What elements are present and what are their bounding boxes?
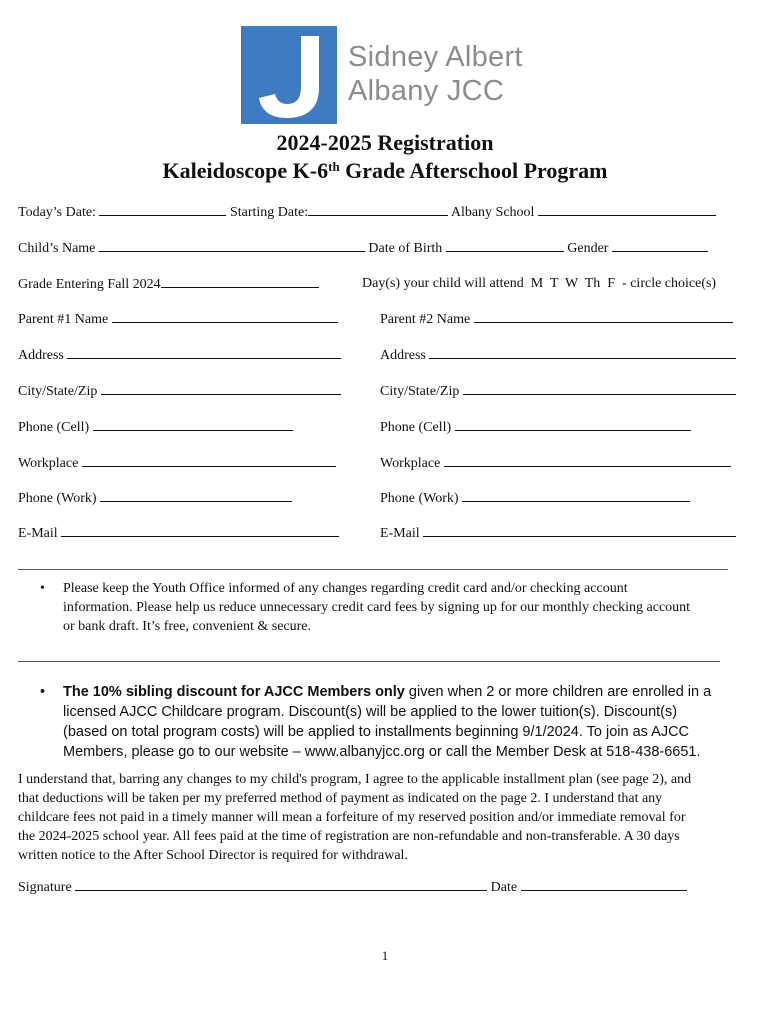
childs-name-label: Child’s Name — [18, 241, 96, 256]
jcc-logo-mark — [241, 26, 337, 124]
parent1-address-field[interactable] — [67, 346, 341, 359]
grade-row — [18, 275, 319, 294]
agreement-line-2: that deductions will be taken per my preferred method of payment as indicated on the page 2. I understand that any — [18, 791, 663, 806]
sibling-discount-notice — [0, 683, 770, 763]
parent2-address-field[interactable] — [429, 346, 736, 359]
sibling-notice-line-1 — [63, 683, 711, 702]
signature-date-label: Date — [490, 880, 518, 895]
parent2-address-label: Address — [380, 348, 426, 363]
parent1-email-label: E-Mail — [18, 526, 58, 541]
credit-card-notice — [0, 579, 770, 639]
parent2-city-label: City/State/Zip — [380, 384, 460, 399]
parent1-name-row — [18, 310, 338, 329]
grade-entering-field[interactable] — [161, 275, 319, 288]
subtitle-part-2: Grade Afterschool Program — [339, 158, 608, 183]
parent1-city-row — [18, 382, 341, 401]
parent2-email-field[interactable] — [423, 524, 736, 537]
sibling-notice-line-2: licensed AJCC Childcare program. Discount(s) will be applied to the lower tuition(s). Discount(s) — [63, 704, 678, 720]
logo-line-1: Sidney Albert — [348, 41, 523, 73]
section-divider — [18, 569, 728, 570]
parent2-workphone-field[interactable] — [462, 489, 690, 502]
circle-choice-label: - circle choice(s) — [622, 276, 717, 291]
page-number: 1 — [381, 948, 389, 963]
albany-school-label: Albany School — [450, 205, 535, 220]
sibling-discount-heading: The 10% sibling discount for AJCC Members only — [63, 684, 405, 700]
parent1-email-field[interactable] — [61, 524, 339, 537]
parent2-address-row — [380, 346, 736, 365]
credit-notice-line-3: or bank draft. It’s free, convenient & secure. — [63, 619, 312, 634]
starting-date-field[interactable] — [308, 203, 448, 216]
logo-line-2: Albany JCC — [348, 75, 505, 107]
date-of-birth-field[interactable] — [446, 239, 564, 252]
starting-date-label: Starting Date: — [229, 205, 309, 220]
agreement-paragraph — [18, 770, 758, 865]
signature-field[interactable] — [75, 878, 487, 891]
parent2-workplace-label: Workplace — [380, 456, 441, 471]
child-name-row — [18, 239, 708, 258]
credit-notice-line-2: information. Please help us reduce unnecessary credit card fees by signing up for our monthly checking account — [63, 600, 691, 615]
parent1-city-field[interactable] — [101, 382, 341, 395]
gender-label: Gender — [567, 241, 609, 256]
parent2-workphone-row — [380, 489, 690, 508]
agreement-line-3: childcare fees not paid in a timely manner will mean a forfeiture of my reserved position and/or immediate removal for — [18, 810, 686, 825]
parent1-workplace-field[interactable] — [82, 454, 336, 467]
parent1-workphone-label: Phone (Work) — [18, 491, 97, 506]
parent1-workphone-row — [18, 489, 292, 508]
parent1-address-row — [18, 346, 341, 365]
section-divider — [18, 661, 720, 662]
j-letter-icon — [241, 26, 337, 124]
parent2-city-row — [380, 382, 736, 401]
signature-date-field[interactable] — [521, 878, 687, 891]
parent1-cell-field[interactable] — [93, 418, 293, 431]
parent1-address-label: Address — [18, 348, 64, 363]
parent2-email-label: E-Mail — [380, 526, 420, 541]
parent1-email-row — [18, 524, 339, 543]
todays-date-field[interactable] — [99, 203, 226, 216]
days-attend-label: Day(s) your child will attend — [362, 276, 524, 291]
logo-wordmark — [348, 40, 523, 108]
signature-row — [18, 878, 687, 897]
parent1-workphone-field[interactable] — [100, 489, 292, 502]
parent1-cell-label: Phone (Cell) — [18, 420, 90, 435]
parent2-name-row — [380, 310, 733, 329]
credit-notice-line-1: Please keep the Youth Office informed of any changes regarding credit card and/or checking account — [63, 581, 628, 596]
parent1-cell-row — [18, 418, 293, 437]
page-subtitle — [0, 157, 770, 185]
days-choices[interactable]: M T W Th F — [530, 276, 616, 291]
agreement-line-5: written notice to the After School Director is required for withdrawal. — [18, 848, 408, 863]
parent2-cell-label: Phone (Cell) — [380, 420, 452, 435]
parent2-city-field[interactable] — [463, 382, 736, 395]
parent2-workplace-field[interactable] — [444, 454, 731, 467]
todays-date-label: Today’s Date: — [18, 205, 96, 220]
sibling-notice-line-4: Members, please go to our website – www.albanyjcc.org or call the Member Desk at 518-438-6651. — [63, 744, 701, 760]
gender-field[interactable] — [612, 239, 708, 252]
sibling-notice-line-3: (based on total program costs) will be applied to installments beginning 9/1/2024. To join as AJCC — [63, 724, 690, 740]
albany-school-field[interactable] — [538, 203, 716, 216]
date-of-birth-label: Date of Birth — [368, 241, 443, 256]
subtitle-superscript: th — [328, 159, 340, 174]
agreement-line-4: the 2024-2025 school year. All fees paid at the time of registration are non-refundable and non-transferable. A 30 days — [18, 829, 680, 844]
parent2-workplace-row — [380, 454, 731, 473]
parent1-city-label: City/State/Zip — [18, 384, 98, 399]
parent1-name-label: Parent #1 Name — [18, 312, 109, 327]
subtitle-part-1: Kaleidoscope K-6 — [162, 158, 329, 183]
parent1-workplace-label: Workplace — [18, 456, 79, 471]
parent2-workphone-label: Phone (Work) — [380, 491, 459, 506]
sibling-notice-line-1-rest: given when 2 or more children are enrolled in a — [404, 684, 712, 700]
bullet-icon: • — [40, 684, 46, 700]
parent2-email-row — [380, 524, 736, 543]
childs-name-field[interactable] — [99, 239, 365, 252]
parent2-name-label: Parent #2 Name — [380, 312, 471, 327]
parent2-name-field[interactable] — [474, 310, 733, 323]
todays-date-row — [18, 203, 716, 222]
signature-label: Signature — [18, 880, 72, 895]
parent2-cell-row — [380, 418, 691, 437]
parent1-name-field[interactable] — [112, 310, 338, 323]
parent2-cell-field[interactable] — [455, 418, 691, 431]
page-title: 2024-2025 Registration — [276, 130, 494, 155]
days-row — [362, 275, 716, 293]
agreement-line-1: I understand that, barring any changes to my child's program, I agree to the applicable installment plan (see page 2), and — [18, 772, 692, 787]
grade-entering-label: Grade Entering Fall 2024 — [18, 277, 161, 292]
parent1-workplace-row — [18, 454, 336, 473]
bullet-icon: • — [40, 581, 45, 596]
